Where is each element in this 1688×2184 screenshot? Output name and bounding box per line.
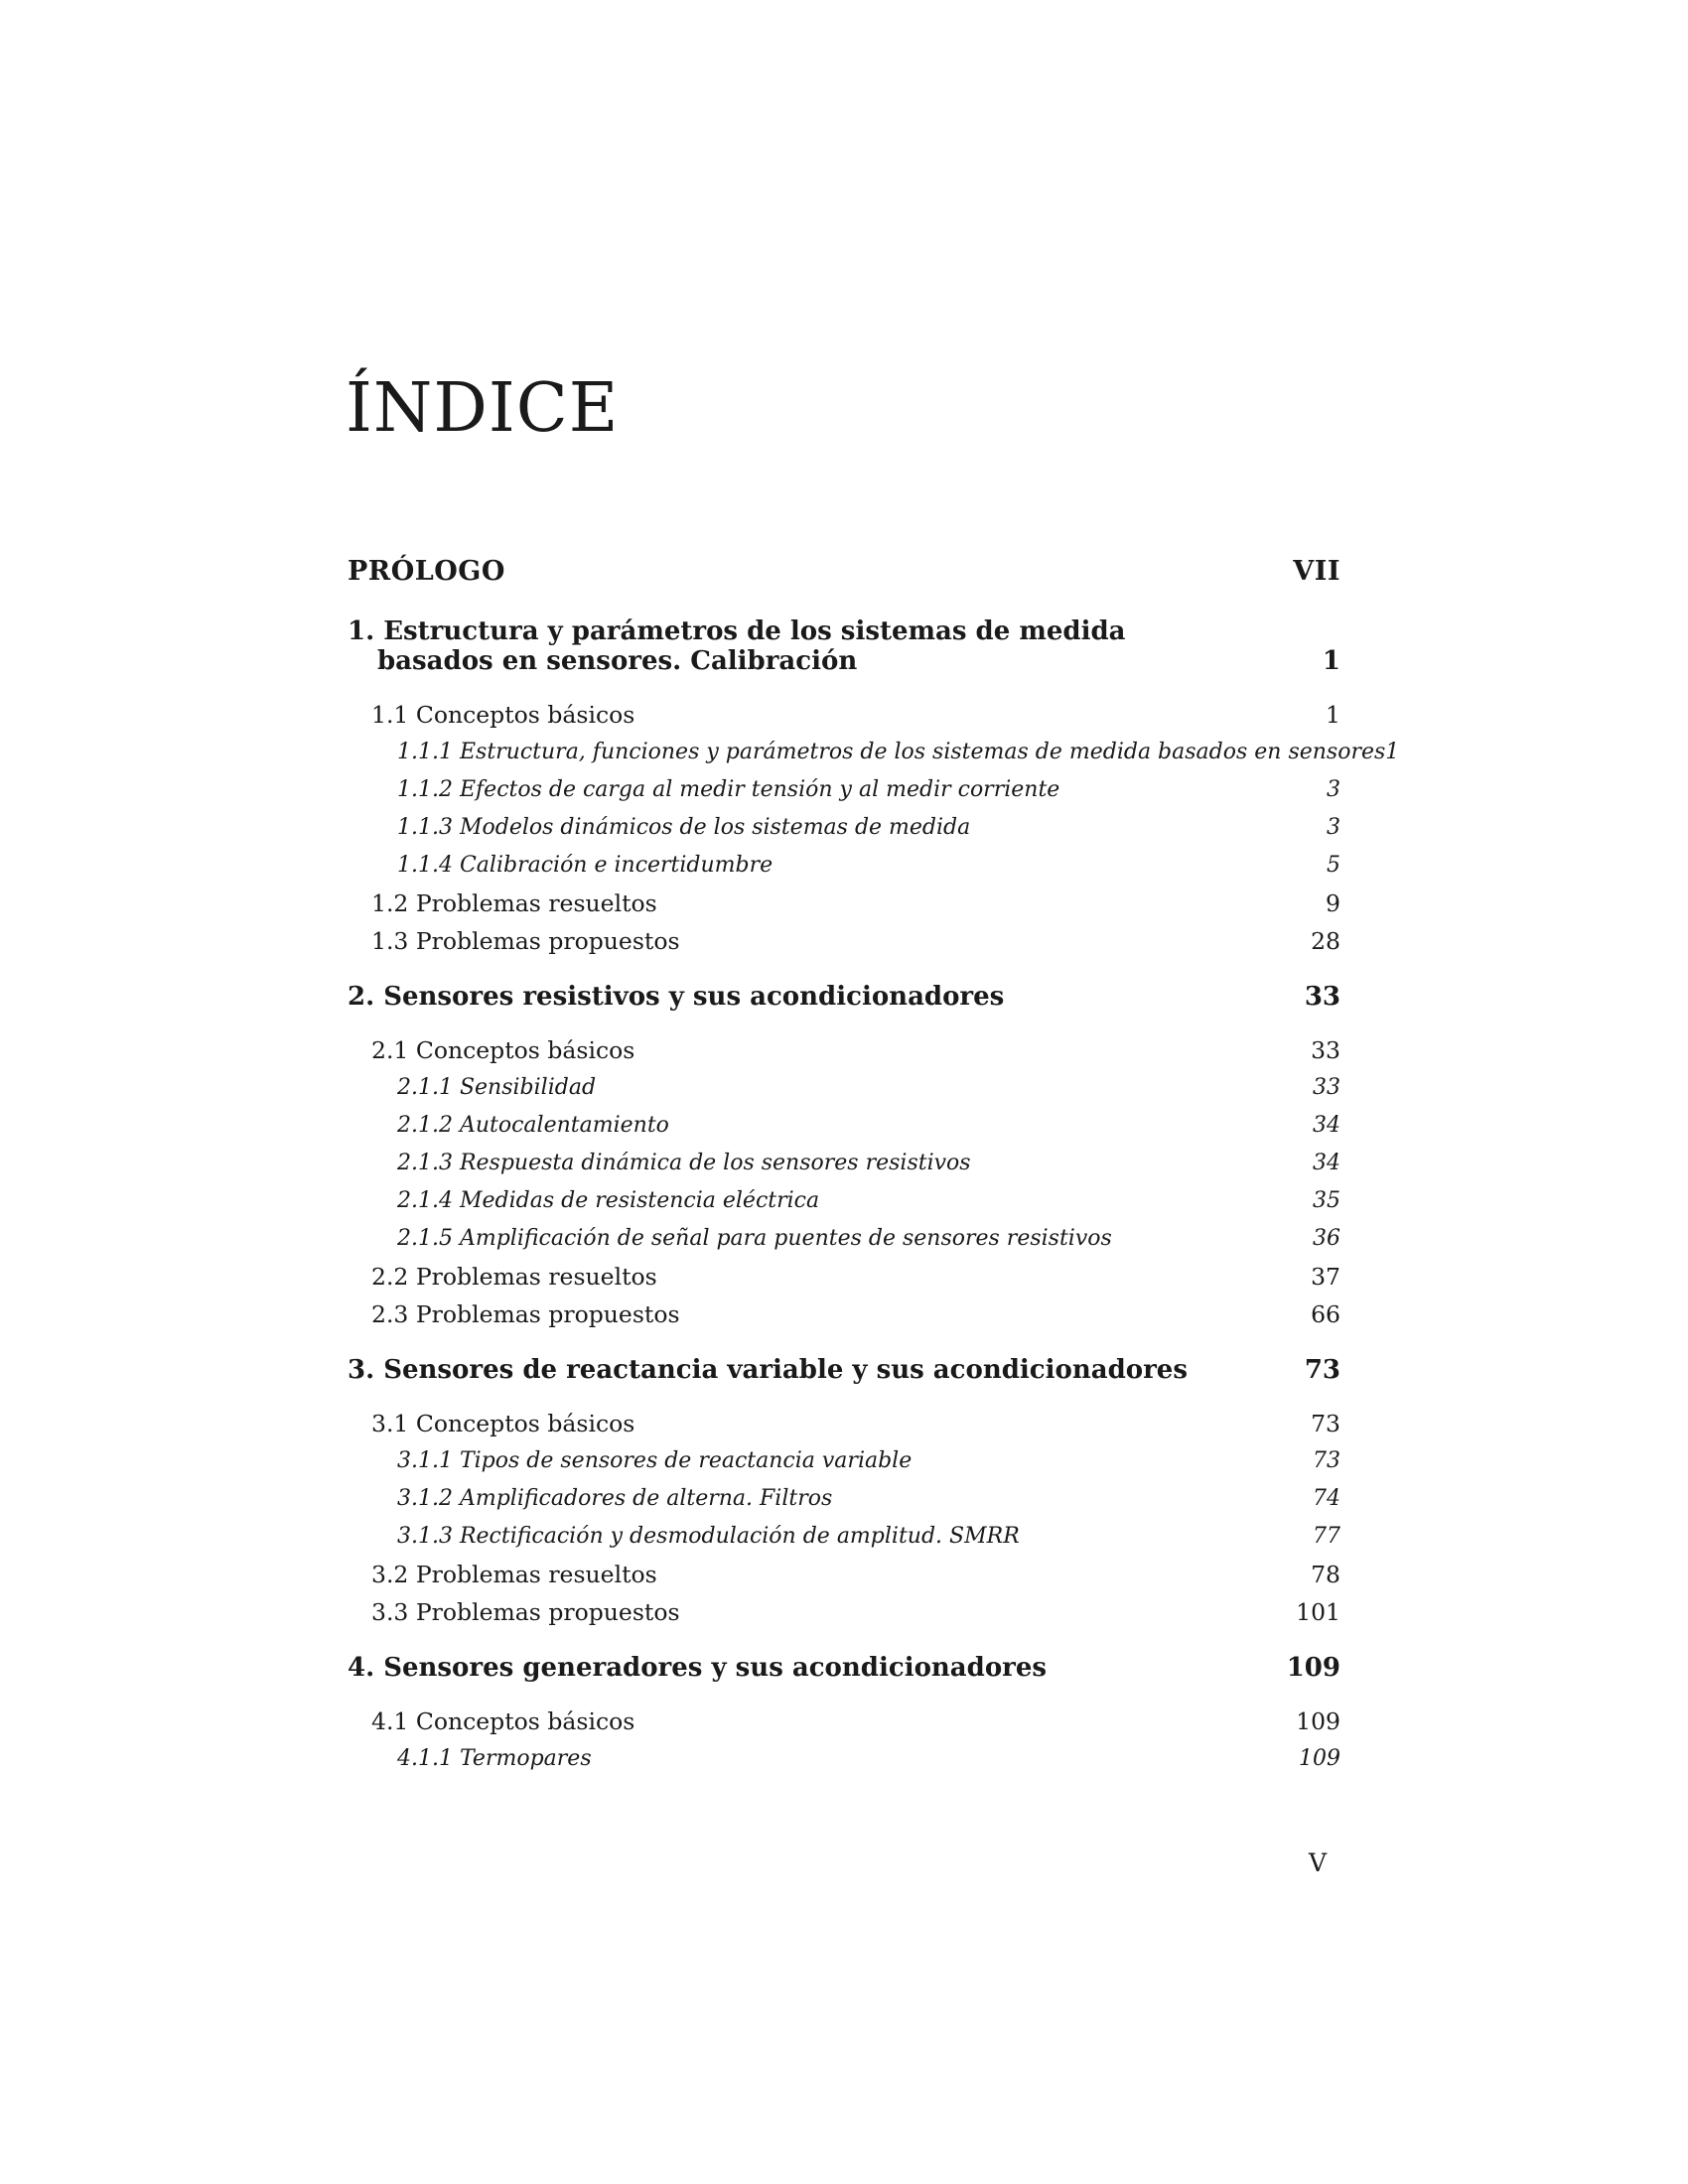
page-title: ÍNDICE xyxy=(346,369,620,448)
toc-entry[interactable] xyxy=(348,771,1340,809)
toc-entry[interactable] xyxy=(348,885,1340,922)
toc-entry[interactable] xyxy=(348,922,1340,960)
toc-entry-label: 3.1 Conceptos básicos xyxy=(371,1410,635,1437)
toc-entry-label: 2.1.3 Respuesta dinámica de los sensores resistivos xyxy=(397,1151,971,1175)
toc-entry[interactable] xyxy=(348,809,1340,847)
toc-entry-label: 1.1.2 Efectos de carga al medir tensión y al medir corriente xyxy=(397,777,1060,802)
toc-chapter-title-continued: basados en sensores. Calibración xyxy=(377,646,858,676)
toc-page-number: 1 xyxy=(1322,646,1340,676)
toc-entry[interactable] xyxy=(348,1518,1340,1556)
toc-page-number: 33 xyxy=(1311,1036,1340,1064)
toc-page-number: 5 xyxy=(1327,853,1340,878)
toc-page-number: 109 xyxy=(1296,1707,1340,1735)
toc-entry[interactable] xyxy=(348,1556,1340,1593)
toc-entry[interactable] xyxy=(348,1107,1340,1145)
toc-entry[interactable] xyxy=(348,847,1340,885)
toc-page-number: 3 xyxy=(1327,815,1340,840)
toc-entry-label: 4.1 Conceptos básicos xyxy=(371,1707,635,1735)
toc-entry[interactable] xyxy=(348,1296,1340,1333)
toc-entry[interactable] xyxy=(348,696,1340,734)
toc-entry-label: 1.1.3 Modelos dinámicos de los sistemas de medida xyxy=(397,815,971,840)
toc-page-number: 34 xyxy=(1313,1113,1340,1138)
toc-entry-label: 1.1.4 Calibración e incertidumbre xyxy=(397,853,774,878)
toc-page-number: 9 xyxy=(1326,889,1340,917)
toc-entry[interactable] xyxy=(348,1593,1340,1631)
toc-entry-prologue[interactable] xyxy=(348,556,1340,587)
toc-entry[interactable] xyxy=(348,1031,1340,1069)
toc-entry[interactable] xyxy=(348,1145,1340,1182)
toc-page-number: 36 xyxy=(1313,1226,1340,1251)
toc-entry-label: 3.3 Problemas propuestos xyxy=(371,1598,680,1626)
toc-chapter-title: 2. Sensores resistivos y sus acondicionadores xyxy=(348,982,1005,1012)
toc-chapter-title: 4. Sensores generadores y sus acondicionadores xyxy=(348,1653,1048,1683)
toc-entry-label: 1.3 Problemas propuestos xyxy=(371,927,680,955)
toc-page-number: 66 xyxy=(1311,1300,1340,1328)
toc-entry[interactable] xyxy=(348,734,1400,771)
toc-page-number: 34 xyxy=(1313,1151,1340,1175)
toc-entry-label: 3.2 Problemas resueltos xyxy=(371,1561,657,1588)
toc-page-number: VII xyxy=(1293,556,1340,587)
toc-entry-label: PRÓLOGO xyxy=(348,556,505,587)
toc-entry-label: 3.1.3 Rectificación y desmodulación de amplitud. SMRR xyxy=(397,1524,1020,1549)
toc-entry-label: 4.1.1 Termopares xyxy=(397,1746,592,1771)
toc-entry-label: 2.2 Problemas resueltos xyxy=(371,1263,657,1291)
toc-entry-label: 3.1.2 Amplificadores de alterna. Filtros xyxy=(397,1486,833,1511)
toc-entry-label: 1.1.1 Estructura, funciones y parámetros de los sistemas de medida basados en sensores xyxy=(397,740,1386,764)
toc-page-number: 1 xyxy=(1385,740,1400,764)
toc-entry-label: 2.1.4 Medidas de resistencia eléctrica xyxy=(397,1188,820,1213)
toc-page-number: 1 xyxy=(1326,701,1340,729)
toc-entry[interactable] xyxy=(348,1258,1340,1296)
toc-entry-label: 2.1.5 Amplificación de señal para puentes de sensores resistivos xyxy=(397,1226,1112,1251)
toc-chapter-title: 3. Sensores de reactancia variable y sus acondicionadores xyxy=(348,1355,1188,1385)
toc-page-number: 77 xyxy=(1313,1524,1340,1549)
toc-entry-label: 2.1 Conceptos básicos xyxy=(371,1036,635,1064)
toc-entry-label: 1.2 Problemas resueltos xyxy=(371,889,657,917)
toc-entry[interactable] xyxy=(348,1442,1340,1480)
toc-page-number: 109 xyxy=(1299,1746,1340,1771)
toc-entry[interactable] xyxy=(348,1182,1340,1220)
toc-entry[interactable] xyxy=(348,1703,1340,1740)
toc-chapter-1[interactable] xyxy=(348,616,1340,676)
toc-chapter-title: 1. Estructura y parámetros de los sistemas de medida xyxy=(348,616,1126,646)
table-of-contents xyxy=(348,556,1400,1778)
toc-page-number: 73 xyxy=(1304,1355,1340,1385)
toc-entry[interactable] xyxy=(348,1405,1340,1442)
toc-entry-label: 2.1.1 Sensibilidad xyxy=(397,1075,597,1100)
toc-page-number: 33 xyxy=(1313,1075,1340,1100)
toc-entry[interactable] xyxy=(348,1220,1340,1258)
toc-entry-label: 1.1 Conceptos básicos xyxy=(371,701,635,729)
toc-entry-label: 2.3 Problemas propuestos xyxy=(371,1300,680,1328)
toc-page-number: 28 xyxy=(1311,927,1340,955)
toc-entry-label: 2.1.2 Autocalentamiento xyxy=(397,1113,669,1138)
toc-page-number: 33 xyxy=(1304,982,1340,1012)
toc-entry[interactable] xyxy=(348,1480,1340,1518)
toc-page-number: 35 xyxy=(1313,1188,1340,1213)
toc-page-number: 78 xyxy=(1311,1561,1340,1588)
toc-page-number: 37 xyxy=(1311,1263,1340,1291)
toc-page-number: 74 xyxy=(1313,1486,1340,1511)
toc-page-number: 101 xyxy=(1296,1598,1340,1626)
toc-page-number: 3 xyxy=(1327,777,1340,802)
toc-page-number: 73 xyxy=(1313,1448,1340,1473)
toc-entry[interactable] xyxy=(348,1069,1340,1107)
toc-chapter-2[interactable] xyxy=(348,982,1340,1012)
toc-chapter-3[interactable] xyxy=(348,1355,1340,1385)
toc-entry[interactable] xyxy=(348,1740,1340,1778)
toc-page-number: 109 xyxy=(1286,1653,1340,1683)
toc-chapter-4[interactable] xyxy=(348,1653,1340,1683)
toc-page-number: 73 xyxy=(1311,1410,1340,1437)
toc-entry-label: 3.1.1 Tipos de sensores de reactancia variable xyxy=(397,1448,913,1473)
page-number: V xyxy=(1309,1848,1328,1877)
